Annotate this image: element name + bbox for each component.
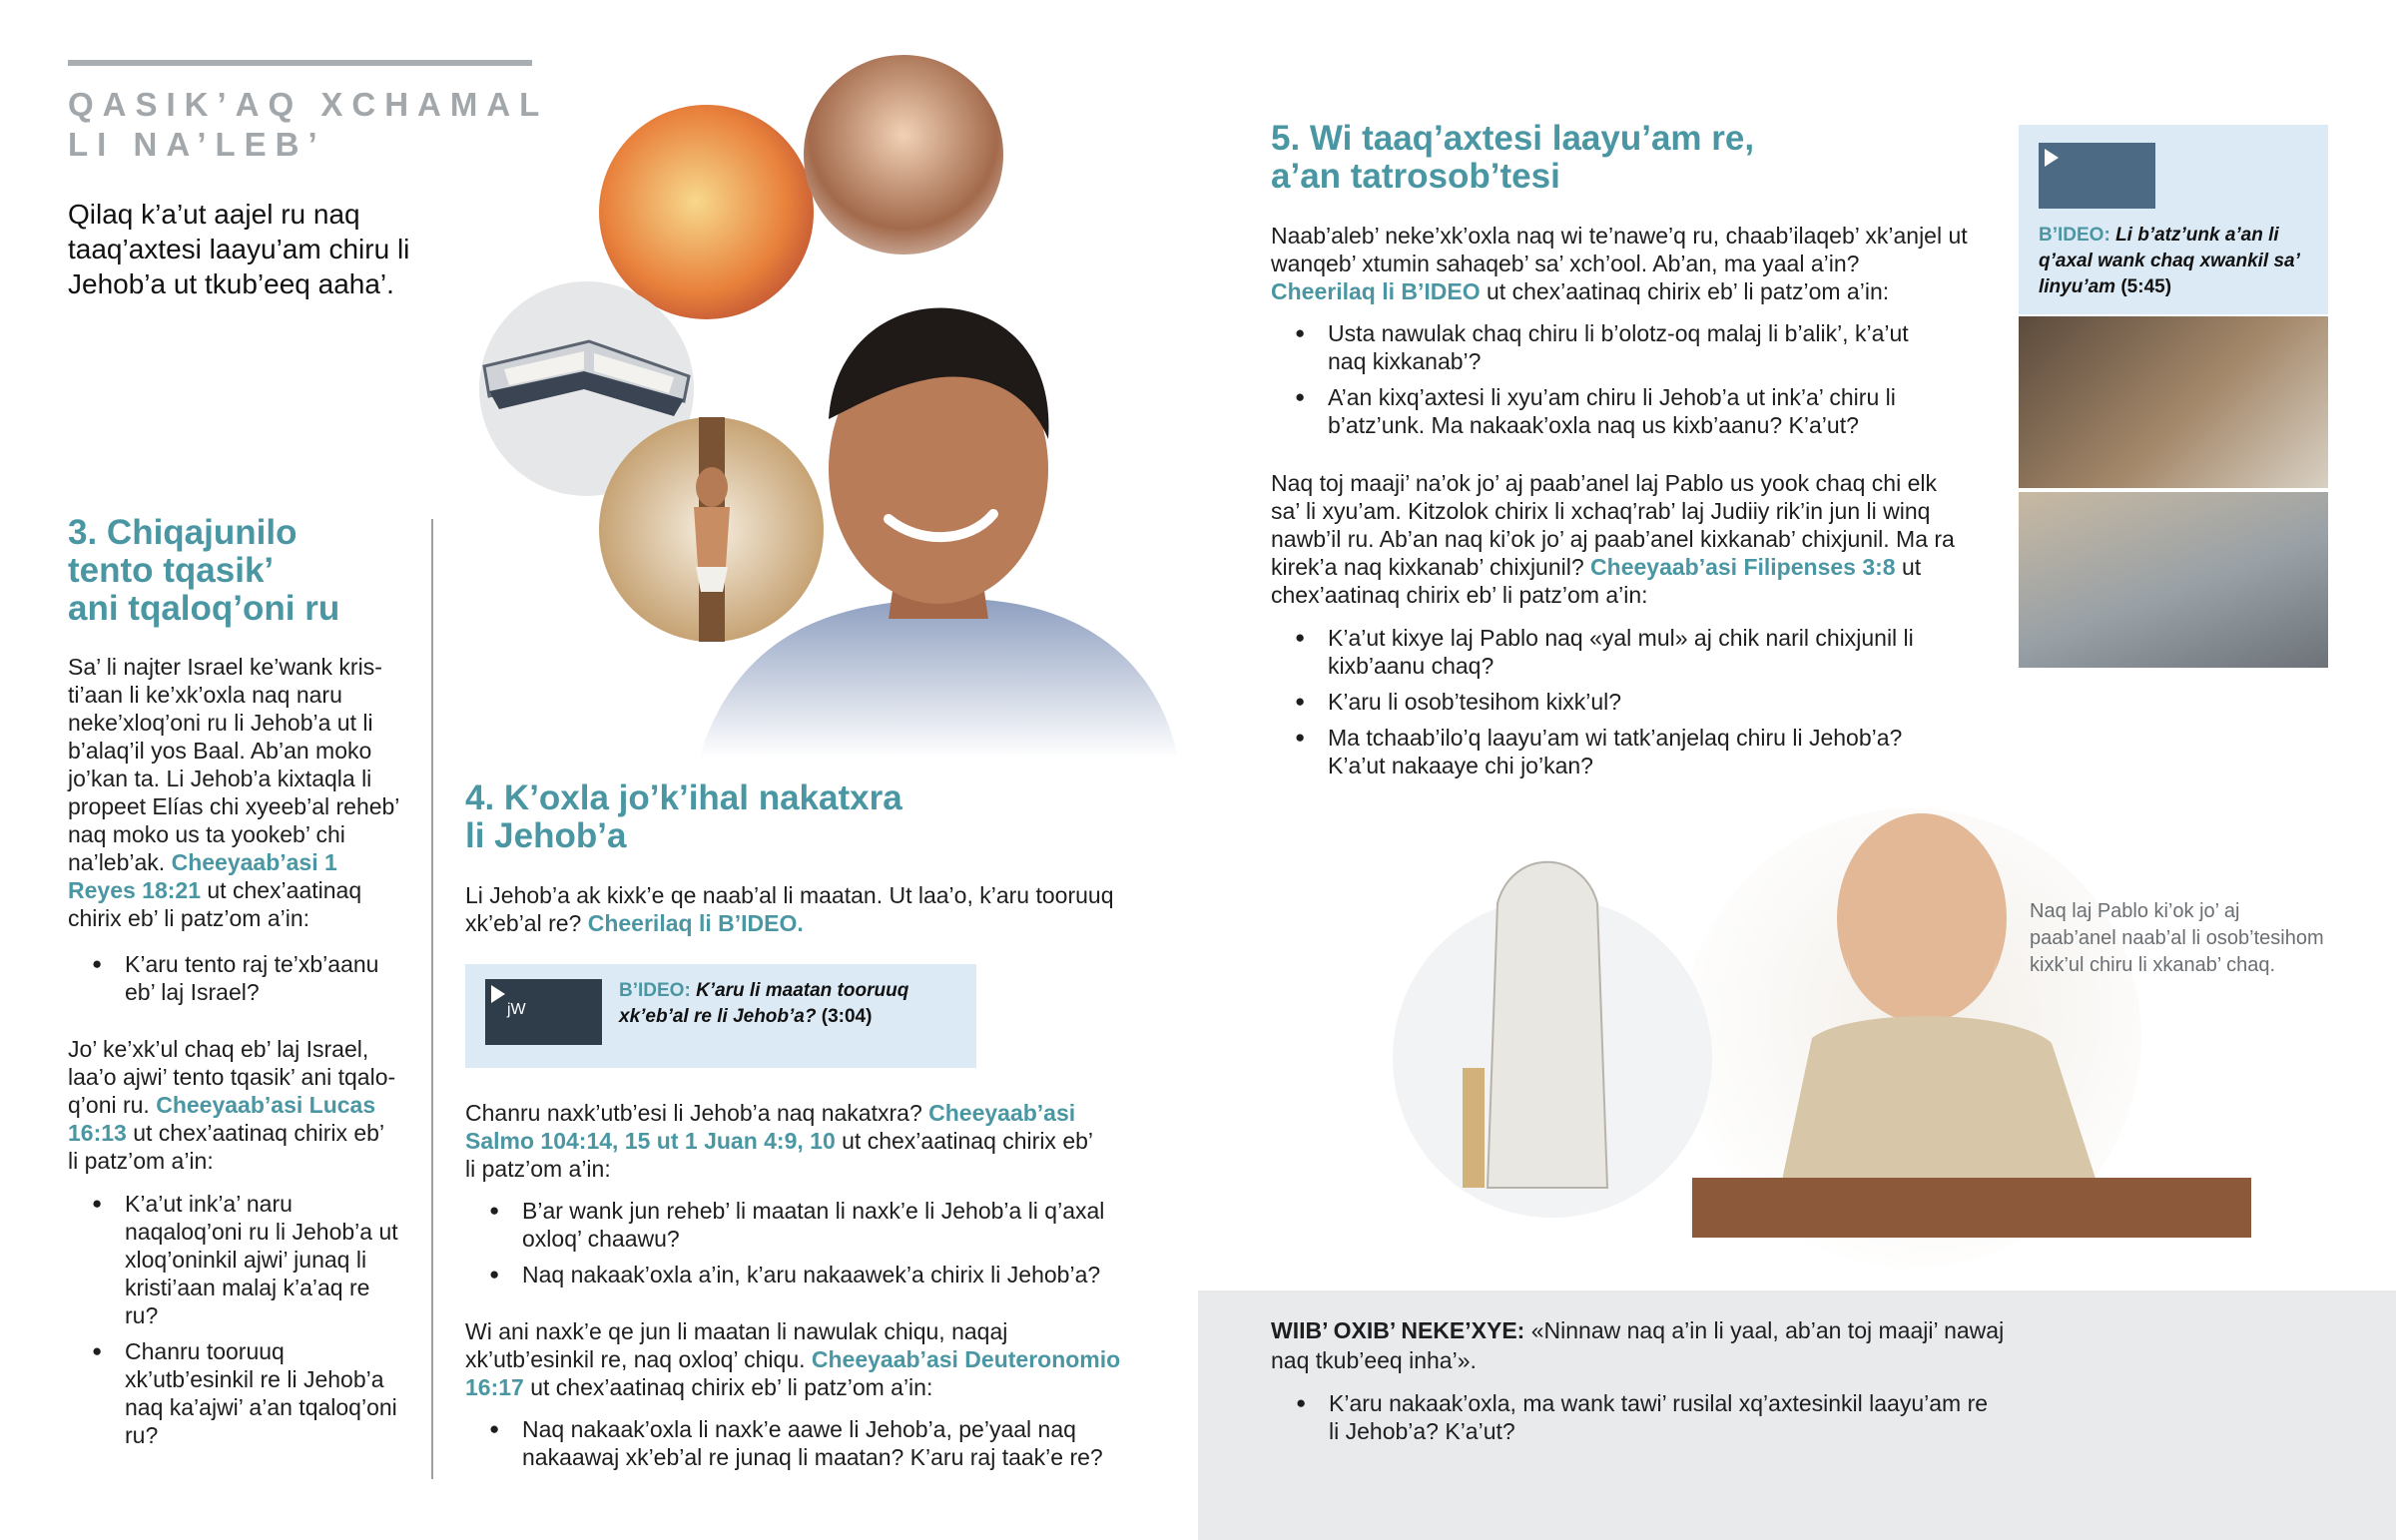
section3-bullets1 (92, 950, 401, 1014)
section3-heading (68, 514, 427, 628)
section5-para1-text: Naab’aleb’ neke’xk’oxla naq wi te’nawe’q ru, chaab’ilaqeb’ xk’anjel ut wanqeb’ xtumin sahaqeb’ sa’ xch’ool. Ab’an, ma yaal a’in? (1271, 223, 1968, 276)
section5-heading-line2: a’an tatrosob’tesi (1271, 157, 1560, 196)
section3-para2-text: Jo’ ke’xk’ul chaq eb’ laj Israel, laa’o ajwi’ tento tqasik’ ani tqaloq’oni ru. (68, 1036, 396, 1118)
section3-para1-text: Sa’ li najter Israel ke’wank kristi’aan li ke’xk’oxla naq naru neke’xloq’oni ru li Jehob’a ut li b’alaq’il yos Baal. Ab’an moko jo’kan ta. Li Jehob’a kixtaqla li propeet Elías chi xyeeb’al reheb’ naq moko us ta yookeb’ chi na’leb’ak. (68, 654, 399, 875)
section4-para2-text: Chanru naxk’utb’esi li Jehob’a naq nakatxra? (465, 1100, 922, 1126)
intro-text: Qilaq k’a’ut aajel ru naq taaq’axtesi laayu’am chiru li Jehob’a ut tkub’eeq aaha’. (68, 199, 410, 299)
section4-bullets3 (489, 1415, 1108, 1479)
discussion-bullets (1296, 1389, 1995, 1453)
video-caption-2 (2039, 223, 2318, 300)
jw-logo-icon: jW (507, 1001, 526, 1018)
section3-para1-after: ut chex’aatinaq chirix eb’ li patz’om a’in: (68, 877, 362, 931)
video-label-2: B’IDEO: (2039, 225, 2110, 246)
discussion-question-1: ● K’aru nakaak’oxla, ma wank tawi’ rusilal xq’axtesinkil laayu’am re li Jehob’a? K’a’ut? (1296, 1389, 1995, 1445)
section4-para2-after: ut chex’aatinaq chirix eb’ li patz’om a’in: (465, 1128, 1093, 1182)
section4-question-3: ● Naq nakaak’oxla li naxk’e aawe li Jehob’a, pe’yaal naq nakaawaj xk’eb’al re junaq li maatan? K’aru raj taak’e re? (489, 1415, 1108, 1471)
section4-heading-line2: li Jehob’a (465, 816, 627, 855)
header-rule (68, 60, 532, 66)
section5-heading (1271, 120, 1970, 196)
scripture-link-deuteronomio[interactable]: Cheeyaab’asi Deuteronomio 16:17 (465, 1346, 1121, 1400)
section3-bullets2 (92, 1190, 401, 1457)
scripture-link-filipenses[interactable]: Cheeyaab’asi Filipenses 3:8 (1590, 554, 1896, 580)
video-duration: (3:04) (821, 1006, 873, 1027)
discussion-quote-text: «Ninnaw naq a’in li yaal, ab’an toj maaji’ nawaj naq tkub’eeq inha’». (1271, 1317, 2005, 1373)
video-caption (619, 978, 958, 1030)
man-at-laptop-photo (2019, 316, 2328, 488)
discussion-quote (1271, 1315, 2010, 1375)
section3-question-2: ● K’a’ut ink’a’ naru naqaloq’oni ru li Jehob’a ut xloq’oninkil ajwi’ junaq li kristi’aan malaj k’a’aq re ru? (92, 1190, 401, 1329)
paul-caption: Naq laj Pablo ki’ok jo’ aj paab’anel naab’al li osob’tesihom kixk’ul chiru li xkanab’ chaq. (2030, 900, 2324, 976)
section4-para2 (465, 1099, 1104, 1183)
section4-question-1: ● B’ar wank jun reheb’ li maatan li naxk’e li Jehob’a li q’axal oxloq’ chaawu? (489, 1197, 1128, 1253)
watch-video-link-2[interactable]: Cheerilaq li B’IDEO (1271, 278, 1481, 304)
section3-question-1: ● K’aru tento raj te’xb’aanu eb’ laj Israel? (92, 950, 401, 1006)
video-thumbnail[interactable] (485, 979, 602, 1045)
scripture-link-lucas[interactable]: Cheeyaab’asi Lucas 16:13 (68, 1092, 376, 1146)
watch-video-link[interactable]: Cheerilaq li B’IDEO. (587, 910, 804, 936)
video-thumbnail-2[interactable] (2039, 143, 2155, 209)
section4-heading-line1: 4. K’oxla jo’k’ihal nakatxra (465, 778, 902, 817)
section5-bullets1 (1295, 319, 1934, 447)
section4-para3-text: Wi ani naxk’e qe jun li maatan li nawulak chiqu, naqaj xk’utb’esinkil re, naq oxloq’ chiqu. (465, 1318, 1008, 1372)
scripture-link-1-reyes[interactable]: Cheeyaab’asi 1 Reyes 18:21 (68, 849, 337, 903)
section4-question-2: ● Naq nakaak’oxla a’in, k’aru nakaawek’a chirix li Jehob’a? (489, 1261, 1128, 1288)
section3-heading-line2: tento tqasik’ (68, 551, 275, 590)
smiling-man-illustration (659, 299, 1178, 759)
section4-para3-after: ut chex’aatinaq chirix eb’ li patz’om a’in: (530, 1374, 933, 1400)
paul-writing-illustration (1393, 808, 2251, 1278)
section5-para2-text: Naq toj maaji’ na’ok jo’ aj paab’anel laj Pablo us yook chaq chi elk sa’ li xyu’am. Kitzolok chirix li xchaq’rab’ laj Judiiy rik’in jun li winq nawb’il ru. Ab’an naq ki’ok jo’ aj paab’anel kixkanab’ chixjunil. Ma ra kirek’a naq kixkanab’ chixjunil? (1271, 470, 1955, 580)
play-icon (491, 985, 505, 1003)
section4-para1-text: Li Jehob’a ak kixk’e qe naab’al li maatan. Ut laa’o, k’aru tooruuq xk’eb’al re? (465, 882, 1114, 936)
video-card-sports[interactable] (2019, 125, 2328, 314)
section3-para1 (68, 653, 399, 932)
section4-heading (465, 779, 1164, 855)
section5-bullets2 (1295, 624, 1934, 787)
lesson-title (68, 85, 587, 165)
video-title: K’aru li maatan tooruuq xk’eb’al re li Jehob’a? (619, 980, 909, 1027)
section3-heading-line3: ani tqaloq’oni ru (68, 589, 340, 628)
scripture-link-salmo[interactable]: Cheeyaab’asi Salmo 104:14, 15 ut 1 Juan 4:9, 10 (465, 1100, 1076, 1154)
discussion-label: WIIB’ OXIB’ NEKE’XYE: (1271, 1317, 1525, 1343)
section5-question-3: ● K’a’ut kixye laj Pablo naq «yal mul» aj chik naril chixjunil li kixb’aanu chaq? (1295, 624, 1934, 680)
section4-para1 (465, 881, 1124, 937)
section5-heading-line1: 5. Wi taaq’axtesi laayu’am re, (1271, 119, 1755, 158)
section5-para1-after: ut chex’aatinaq chirix eb’ li patz’om a’in: (1487, 278, 1890, 304)
section5-para1 (1271, 222, 1970, 305)
section5-para2 (1271, 469, 1970, 609)
section5-question-1: ● Usta nawulak chaq chiru li b’olotz-oq malaj li b’alik’, k’a’ut naq kixkanab’? (1295, 319, 1934, 375)
street-conversation-photo (2019, 492, 2328, 668)
section4-bullets2 (489, 1197, 1128, 1296)
play-icon (2045, 149, 2059, 167)
video-label: B’IDEO: (619, 980, 691, 1001)
section5-para2-after: ut chex’aatinaq chirix eb’ li patz’om a’in: (1271, 554, 1922, 608)
lesson-title-line2: LI NA’LEB’ (68, 126, 326, 163)
column-divider (431, 519, 433, 1479)
video-title-2: Li b’atz’unk a’an li q’axal wank chaq xwankil sa’ linyu’am (2039, 225, 2300, 297)
section5-question-4: ● K’aru li osob’tesihom kixk’ul? (1295, 688, 1934, 716)
section3-question-3: ● Chanru tooruuq xk’utb’esinkil re li Jehob’a naq ka’ajwi’ a’an tqaloq’oni ru? (92, 1337, 401, 1449)
video-duration-2: (5:45) (2120, 276, 2172, 297)
section4-para3 (465, 1317, 1124, 1401)
section5-question-5: ● Ma tchaab’ilo’q laayu’am wi tatk’anjelaq chiru li Jehob’a? K’a’ut nakaaye chi jo’kan? (1295, 724, 1934, 779)
section3-para2-after: ut chex’aatinaq chirix eb’ li patz’om a’in: (68, 1120, 384, 1174)
lesson-title-line1: QASIK’AQ XCHAMAL (68, 86, 549, 123)
section5-question-2: ● A’an kixq’axtesi li xyu’am chiru li Jehob’a ut ink’a’ chiru li b’atz’unk. Ma nakaak’oxla naq us kixb’aanu? K’a’ut? (1295, 383, 1934, 439)
mother-baby-illustration (804, 55, 1003, 255)
video-card-gifts[interactable] (465, 964, 976, 1068)
section3-heading-line1: 3. Chiqajunilo (68, 513, 298, 552)
section3-para2 (68, 1035, 399, 1175)
